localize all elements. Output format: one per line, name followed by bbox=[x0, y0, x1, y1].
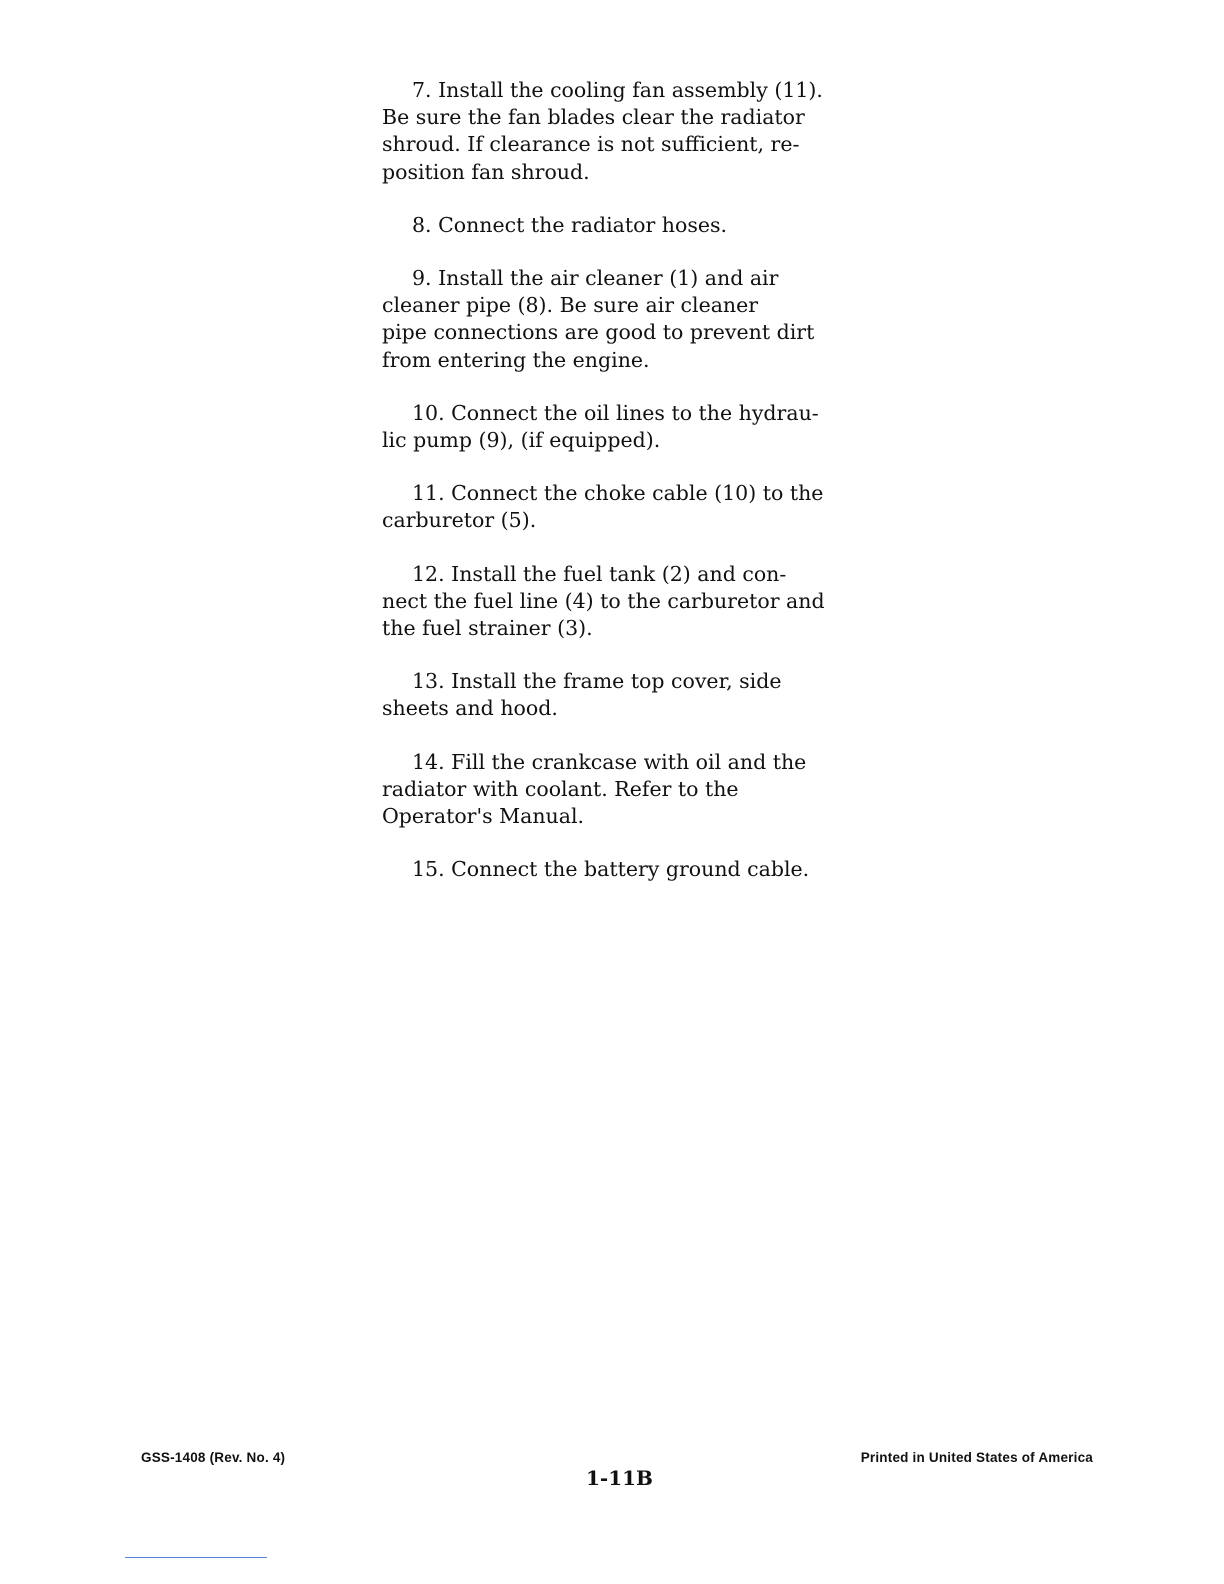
step-line: from entering the engine. bbox=[382, 347, 650, 372]
step-line: lic pump (9), (if equipped). bbox=[382, 428, 661, 453]
step-line: 14. Fill the crankcase with oil and the bbox=[412, 749, 807, 774]
step-item bbox=[382, 749, 862, 831]
step-line: 11. Connect the choke cable (10) to the bbox=[412, 481, 824, 506]
step-item bbox=[382, 400, 862, 454]
step-line: nect the fuel line (4) to the carburetor and bbox=[382, 588, 825, 613]
step-line: position fan shroud. bbox=[382, 159, 590, 184]
step-line: 10. Connect the oil lines to the hydrau- bbox=[412, 400, 819, 425]
step-line: Be sure the fan blades clear the radiator bbox=[382, 105, 805, 130]
step-line: shroud. If clearance is not sufficient, re- bbox=[382, 132, 800, 157]
step-item bbox=[382, 480, 862, 534]
step-item bbox=[382, 212, 862, 239]
step-line: pipe connections are good to prevent dirt bbox=[382, 320, 815, 345]
step-line: radiator with coolant. Refer to the bbox=[382, 776, 739, 801]
step-line: 15. Connect the battery ground cable. bbox=[412, 857, 810, 882]
step-item bbox=[382, 561, 862, 643]
step-line: sheets and hood. bbox=[382, 696, 558, 721]
step-line: 13. Install the frame top cover, side bbox=[412, 669, 782, 694]
step-line: 12. Install the fuel tank (2) and con- bbox=[412, 561, 787, 586]
step-line: 9. Install the air cleaner (1) and air bbox=[412, 266, 779, 291]
instruction-steps bbox=[382, 77, 862, 909]
step-line: the fuel strainer (3). bbox=[382, 616, 593, 641]
step-line: cleaner pipe (8). Be sure air cleaner bbox=[382, 293, 759, 318]
bottom-rule bbox=[125, 1557, 267, 1558]
step-line: carburetor (5). bbox=[382, 508, 537, 533]
step-item bbox=[382, 77, 862, 186]
print-notice: Printed in United States of America bbox=[860, 1450, 1093, 1465]
step-line: 7. Install the cooling fan assembly (11). bbox=[412, 78, 823, 102]
step-item bbox=[382, 265, 862, 374]
step-line: Operator's Manual. bbox=[382, 804, 585, 829]
step-item bbox=[382, 856, 862, 883]
step-line: 8. Connect the radiator hoses. bbox=[412, 212, 728, 237]
document-id: GSS-1408 (Rev. No. 4) bbox=[141, 1450, 286, 1465]
page-number: 1-11B bbox=[586, 1466, 653, 1490]
step-item bbox=[382, 668, 862, 722]
